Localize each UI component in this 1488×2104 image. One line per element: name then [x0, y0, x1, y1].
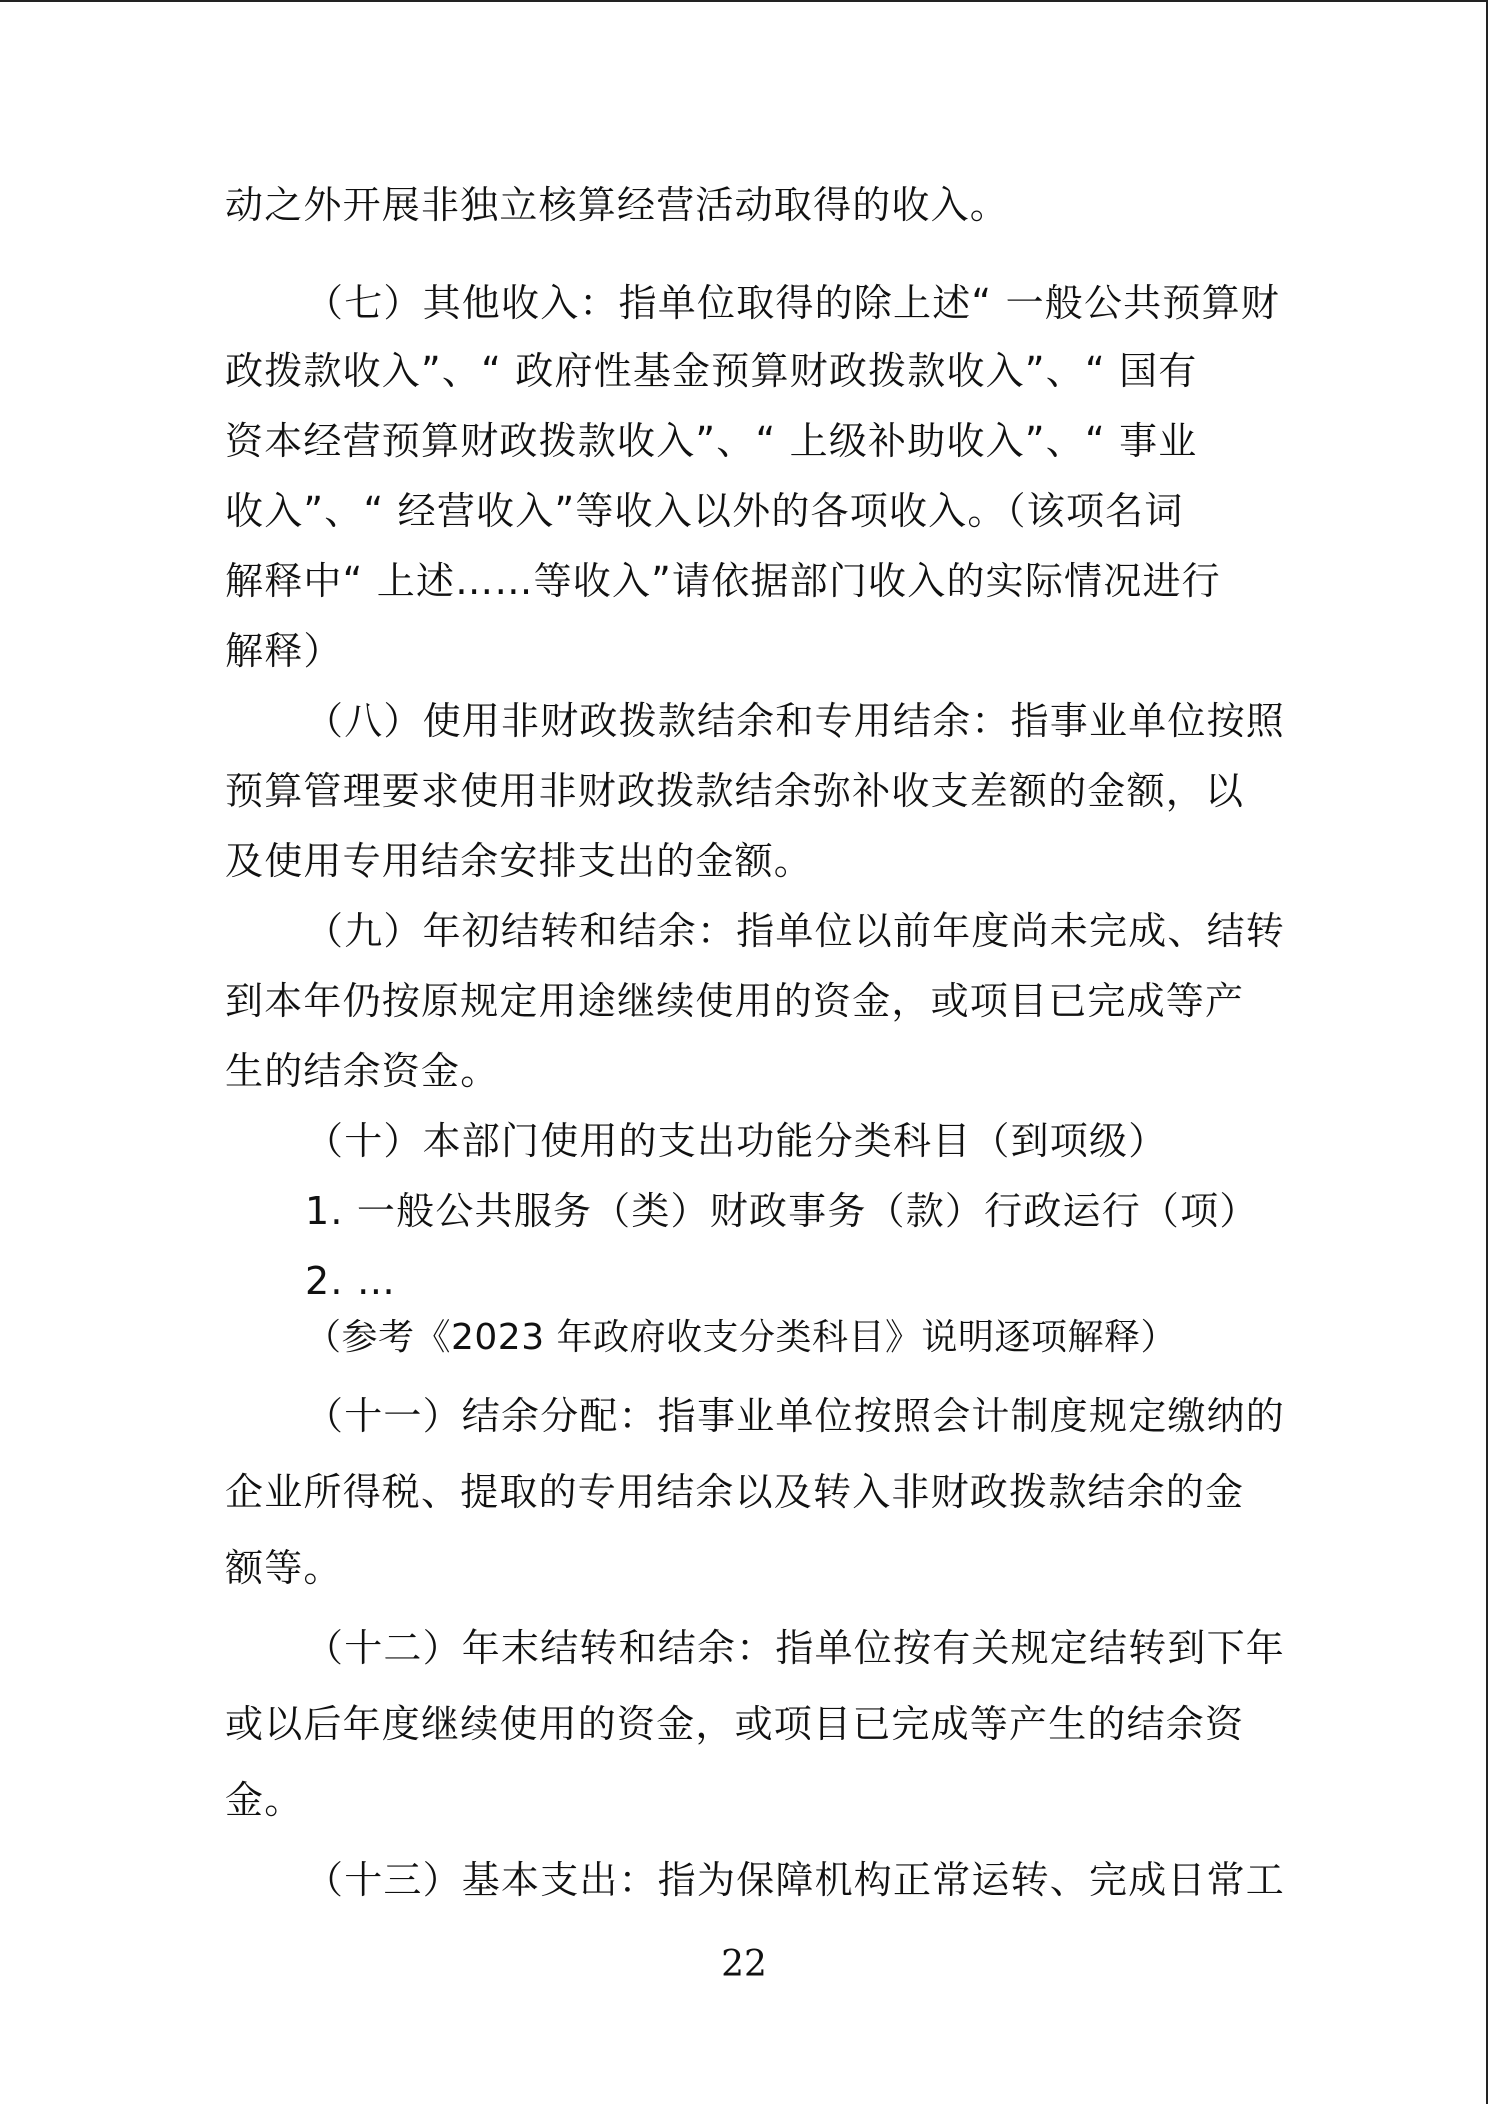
paragraph-line: 企业所得税、提取的专用结余以及转入非财政拨款结余的金	[225, 1470, 1245, 1514]
paragraph-line: 到本年仍按原规定用途继续使用的资金，或项目已完成等产	[225, 979, 1245, 1023]
paragraph-line: 解释中“ 上述……等收入”请依据部门收入的实际情况进行	[225, 559, 1221, 603]
paragraph-line: 生的结余资金。	[225, 1049, 500, 1093]
paragraph-line: （九）年初结转和结余：指单位以前年度尚未完成、结转	[305, 909, 1286, 953]
paragraph-line: 政拨款收入”、“ 政府性基金预算财政拨款收入”、“ 国有	[225, 349, 1198, 393]
page-number: 22	[721, 1944, 767, 1985]
paragraph-line: 额等。	[225, 1546, 343, 1590]
paragraph-line: 解释）	[225, 629, 343, 673]
paragraph-line: （八）使用非财政拨款结余和专用结余：指事业单位按照	[305, 699, 1286, 743]
paragraph-line: 动之外开展非独立核算经营活动取得的收入。	[225, 183, 1010, 227]
paragraph-line: （七）其他收入：指单位取得的除上述“ 一般公共预算财	[305, 281, 1280, 325]
paragraph-line: 金。	[225, 1778, 304, 1822]
paragraph-line: （十）本部门使用的支出功能分类科目（到项级）	[305, 1119, 1168, 1163]
paragraph-line: （十一）结余分配：指事业单位按照会计制度规定缴纳的	[305, 1394, 1286, 1438]
paragraph-line: 预算管理要求使用非财政拨款结余弥补收支差额的金额，以	[225, 769, 1245, 813]
reference-note: （参考《2023 年政府收支分类科目》说明逐项解释）	[305, 1317, 1178, 1358]
list-item: 1. 一般公共服务（类）财政事务（款）行政运行（项）	[305, 1189, 1259, 1233]
paragraph-line: 资本经营预算财政拨款收入”、“ 上级补助收入”、“ 事业	[225, 419, 1198, 463]
paragraph-line: 收入”、“ 经营收入”等收入以外的各项收入。（该项名词	[225, 489, 1184, 533]
list-item: 2. …	[305, 1259, 397, 1303]
paragraph-line: （十三）基本支出：指为保障机构正常运转、完成日常工	[305, 1858, 1286, 1902]
paragraph-line: 及使用专用结余安排支出的金额。	[225, 839, 814, 883]
paragraph-line: 或以后年度继续使用的资金，或项目已完成等产生的结余资	[225, 1702, 1245, 1746]
paragraph-line: （十二）年末结转和结余：指单位按有关规定结转到下年	[305, 1626, 1286, 1670]
